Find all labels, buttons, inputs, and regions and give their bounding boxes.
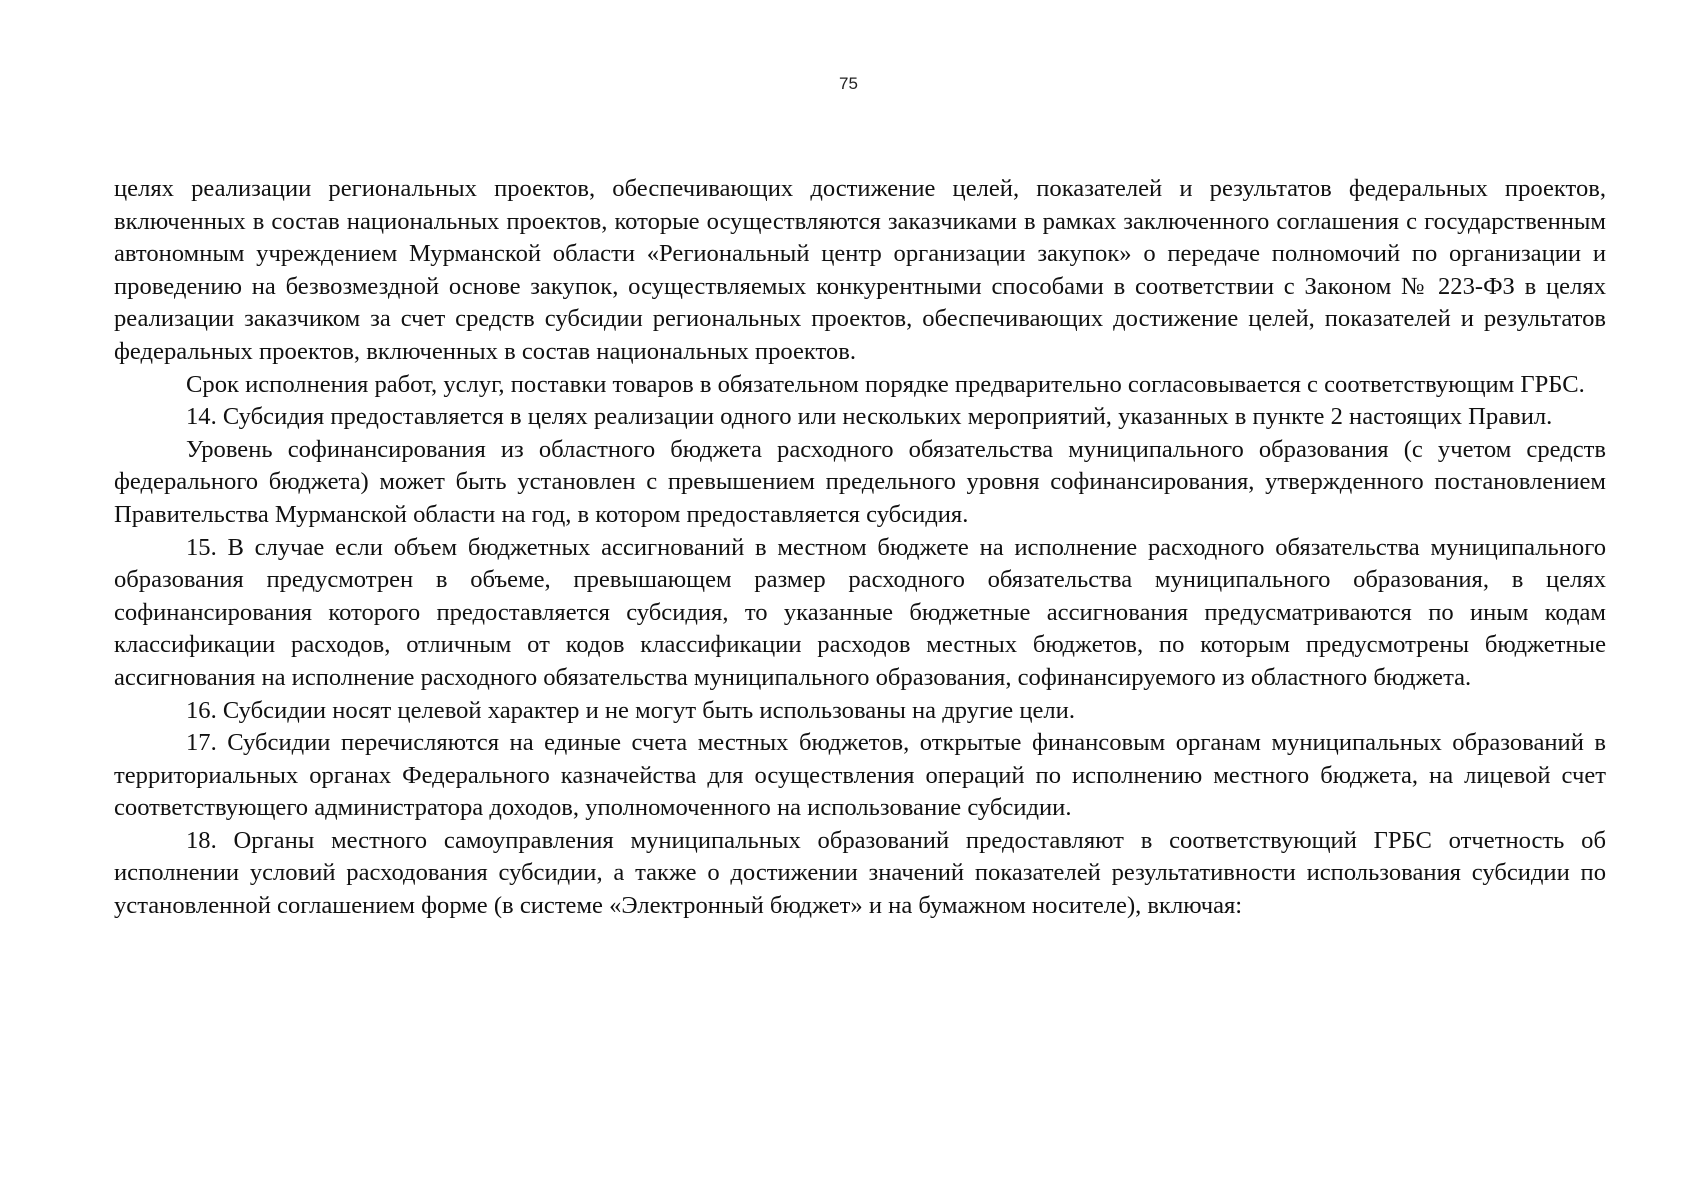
page-number: 75 [839, 74, 858, 93]
paragraph-term: Срок исполнения работ, услуг, поставки товаров в обязательном порядке предварительно согласовывается с соответствующим ГРБС. [186, 370, 1585, 398]
paragraph-14: 14. Субсидия предоставляется в целях реализации одного или нескольких мероприятий, указанных в пункте 2 настоящих Правил. [186, 403, 1553, 431]
paragraph-18: 18. Органы местного самоуправления муниципальных образований предоставляют в соответствующий ГРБС отчетность об исполнении условий расходования субсидии, а также о достижении значений показателей результативности использования субсидии по установленной соглашением форме (в системе «Электронный бюджет» и на бумажном носителе), включая: [114, 826, 1606, 920]
paragraph-continuation: целях реализации региональных проектов, обеспечивающих достижение целей, показателей и результатов федеральных проектов, включенных в состав национальных проектов, которые осуществляются заказчиками в рамках заключенного соглашения с государственным автономным учреждением Мурманской области «Региональный центр организации закупок» о передаче полномочий по организации и проведению на безвозмездной основе закупок, осуществляемых конкурентными способами в соответствии с Законом № 223-ФЗ в целях реализации заказчиком за счет средств субсидии региональных проектов, обеспечивающих достижение целей, показателей и результатов федеральных проектов, включенных в состав национальных проектов. [114, 175, 1606, 365]
document-body [114, 173, 1606, 923]
paragraph-16: 16. Субсидии носят целевой характер и не могут быть использованы на другие цели. [186, 696, 1075, 724]
paragraph-17: 17. Субсидии перечисляются на единые счета местных бюджетов, открытые финансовым органам муниципальных образований в территориальных органах Федерального казначейства для осуществления операций по исполнению местного бюджета, на лицевой счет соответствующего администратора доходов, уполномоченного на использование субсидии. [114, 729, 1606, 822]
paragraph-15: 15. В случае если объем бюджетных ассигнований в местном бюджете на исполнение расходного обязательства муниципального образования предусмотрен в объеме, превышающем размер расходного обязательства муниципального образования, в целях софинансирования которого предоставляется субсидия, то указанные бюджетные ассигнования предусматриваются по иным кодам классификации расходов, отличным от кодов классификации расходов местных бюджетов, по которым предусмотрены бюджетные ассигнования на исполнение расходного обязательства муниципального образования, софинансируемого из областного бюджета. [114, 533, 1606, 691]
paragraph-cofinancing: Уровень софинансирования из областного бюджета расходного обязательства муниципального образования (с учетом средств федерального бюджета) может быть установлен с превышением предельного уровня софинансирования, утвержденного постановлением Правительства Мурманской области на год, в котором предоставляется субсидия. [114, 435, 1606, 528]
